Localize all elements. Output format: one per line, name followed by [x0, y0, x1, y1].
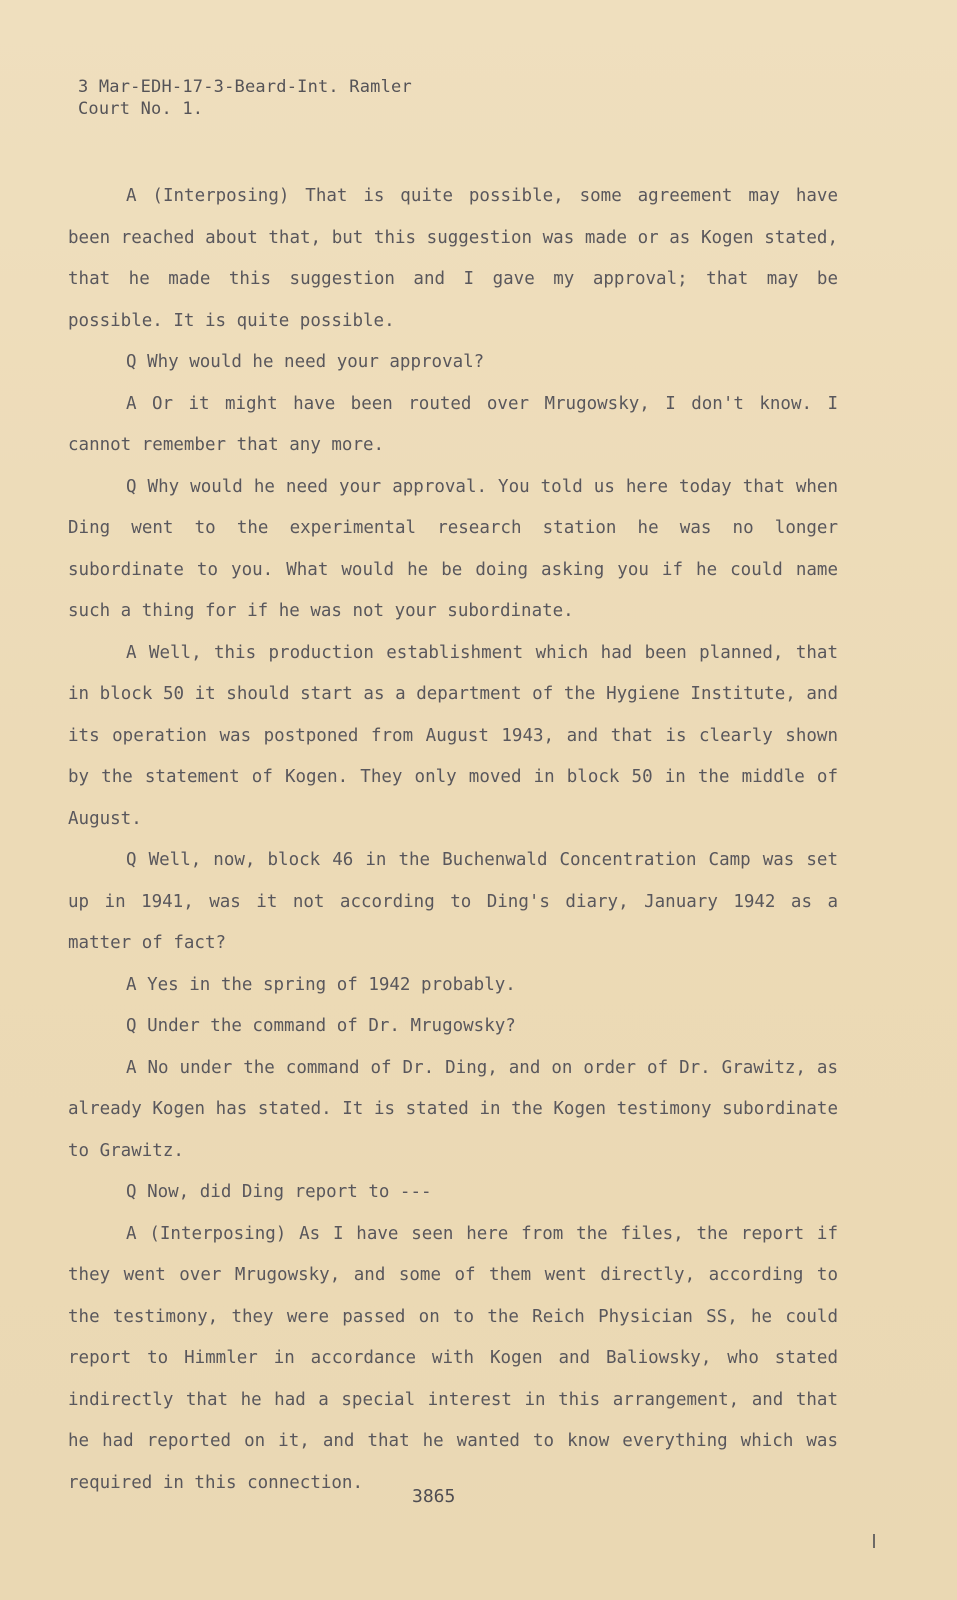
- transcript-paragraph: Q Now, did Ding report to ---: [126, 1182, 432, 1202]
- transcript-paragraph: A Yes in the spring of 1942 probably.: [126, 974, 516, 995]
- transcript-paragraph: Q Why would he need your approval?: [126, 352, 485, 372]
- transcript-paragraph: Q Well, now, block 46 in the Buchenwald Concentration Camp was set up in 1941, was it not according to Ding's diary, January 1942 as a matter of fact?: [68, 850, 838, 953]
- transcript-paragraph: A (Interposing) That is quite possible, some agreement may have been reached about that, but this suggestion was made or as Kogen stated, that he made this suggestion and I gave my approval; that may be possible. It is quite possible.: [68, 186, 838, 331]
- transcript-body: [68, 176, 838, 1504]
- page-number: 3865: [412, 1486, 456, 1507]
- transcript-paragraph: A Well, this production establishment which had been planned, that in block 50 it should start as a department of the Hygiene Institute, and its operation was postponed from August 1943, and that is clearly shown by the statement of Kogen. They only moved in block 50 in the middle of August.: [68, 642, 838, 829]
- document-header: [78, 76, 412, 120]
- transcript-paragraph: Q Why would he need your approval. You told us here today that when Ding went to the experimental research station he was no longer subordinate to you. What would he be doing asking you if he could name such a thing for if he was not your subordinate.: [68, 476, 838, 621]
- transcript-paragraph: A Or it might have been routed over Mrugowsky, I don't know. I cannot remember that any more.: [68, 393, 838, 455]
- margin-mark: [873, 1534, 875, 1548]
- transcript-paragraph: A No under the command of Dr. Ding, and on order of Dr. Grawitz, as already Kogen has stated. It is stated in the Kogen testimony subordinate to Grawitz.: [68, 1057, 838, 1161]
- header-line-1: 3 Mar-EDH-17-3-Beard-Int. Ramler: [78, 77, 412, 97]
- transcript-paragraph: Q Under the command of Dr. Mrugowsky?: [126, 1016, 516, 1036]
- transcript-paragraph: A (Interposing) As I have seen here from the files, the report if they went over Mrugowsky, and some of them went directly, according to the testimony, they were passed on to the Reich Physician SS, he could report to Himmler in accordance with Kogen and Baliowsky, who stated indirectly that he had a special interest in this arrangement, and that he had reported on it, and that he wanted to know everything which was required in this connection.: [68, 1223, 838, 1493]
- header-line-2: Court No. 1.: [78, 99, 204, 119]
